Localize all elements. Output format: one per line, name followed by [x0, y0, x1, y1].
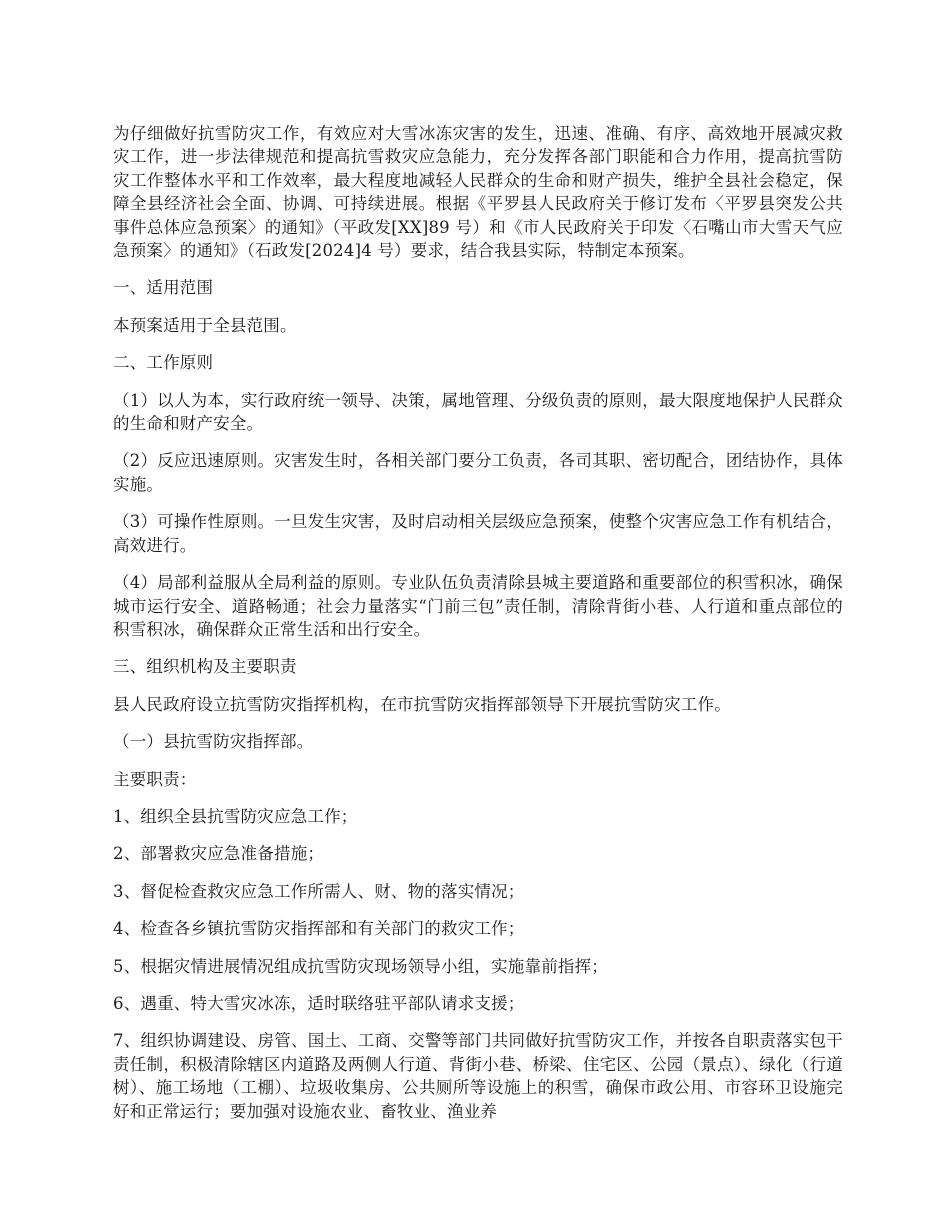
duty-item: 5、根据灾情进展情况组成抗雪防灾现场领导小组，实施靠前指挥； [113, 956, 608, 976]
principle-3: （3）可操作性原则。一旦发生灾害，及时启动相关层级应急预案，使整个灾害应急工作有机结合，高效进行。 [113, 512, 843, 555]
principle-2: （2）反应迅速原则。灾害发生时，各相关部门要分工负责，各司其职、密切配合，团结协作，具体实施。 [113, 451, 843, 494]
principle-1: （1）以人为本，实行政府统一领导、决策，属地管理、分级负责的原则，最大限度地保护人民群众的生命和财产安全。 [113, 390, 843, 434]
subsection-heading-headquarters: （一）县抗雪防灾指挥部。 [113, 732, 314, 752]
duty-item: 7、组织协调建设、房管、国土、工商、交警等部门共同做好抗雪防灾工作，并按各自职责落实包干责任制，积极清除辖区内道路及两侧人行道、背街小巷、桥梁、住宅区、公园（景点）、绿化（行道树）、施工场地（工棚）、垃圾收集房、公共厕所等设施上的积雪，确保市政公用、市容环卫设施完好和正常运行；要加强对设施农业、畜牧业、渔业养 [113, 1031, 843, 1121]
scope-paragraph: 本预案适用于全县范围。 [113, 315, 297, 335]
duty-item: 4、检查各乡镇抗雪防灾指挥部和有关部门的救灾工作； [113, 919, 525, 939]
intro-paragraph: 为仔细做好抗雪防灾工作，有效应对大雪冰冻灾害的发生，迅速、准确、有序、高效地开展减灾救灾工作，进一步法律规范和提高抗雪救灾应急能力，充分发挥各部门职能和合力作用，提高抗雪防灾工作整体水平和工作效率，最大程度地减轻人民群众的生命和财产损失，维护全县社会稳定，保障全县经济社会全面、协调、可持续进展。根据《平罗县人民政府关于修订发布〈平罗县突发公共事件总体应急预案〉的通知》（平政发[XX]89 号）和《市人民政府关于印发〈石嘴山市大雪天气应急预案〉的通知》（石政发[2024]4 号）要求，结合我县实际，特制定本预案。 [113, 124, 843, 261]
duty-item: 6、遇重、特大雪灾冰冻，适时联络驻平部队请求支援； [113, 993, 525, 1013]
organization-paragraph: 县人民政府设立抗雪防灾指挥机构，在市抗雪防灾指挥部领导下开展抗雪防灾工作。 [113, 694, 731, 714]
duty-item: 3、督促检查救灾应急工作所需人、财、物的落实情况； [113, 881, 525, 901]
duty-item: 2、部署救灾应急准备措施； [113, 844, 325, 864]
section-heading-principles: 二、工作原则 [113, 353, 214, 373]
duty-item: 1、组织全县抗雪防灾应急工作； [113, 806, 358, 826]
principle-4: （4）局部利益服从全局利益的原则。专业队伍负责清除县城主要道路和重要部位的积雪积冰，确保城市运行安全、道路畅通；社会力量落实“门前三包”责任制，清除背街小巷、人行道和重点部位的积雪积冰，确保群众正常生活和出行安全。 [113, 573, 843, 639]
section-heading-scope: 一、适用范围 [113, 278, 214, 298]
document-body [113, 122, 843, 1137]
section-heading-organization: 三、组织机构及主要职责 [113, 657, 297, 677]
duties-label: 主要职责： [113, 769, 197, 789]
